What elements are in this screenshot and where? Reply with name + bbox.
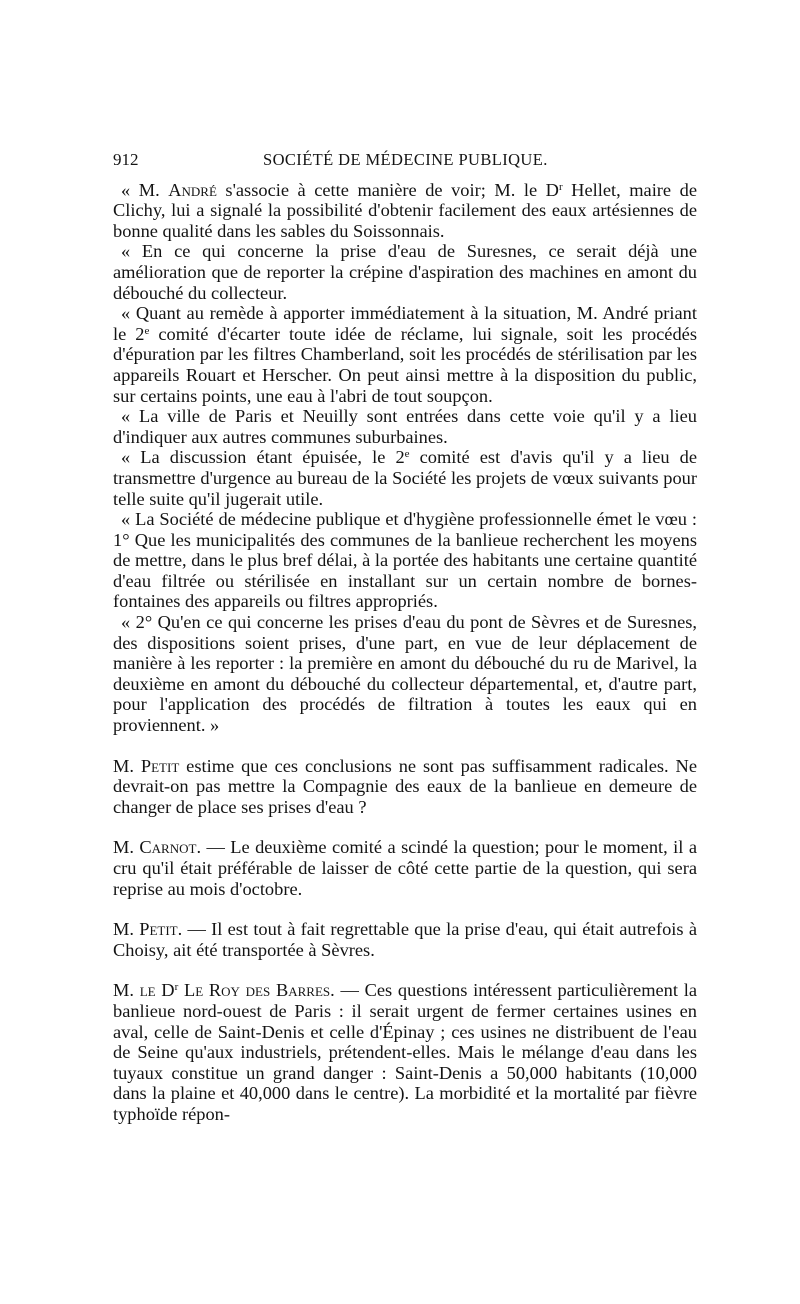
text-segment: comité est d'avis qu'il y a lieu de transmettre d'urgence au bureau de la Société les projets de vœux suivants pour telle suite qu'il jugerait utile. — [113, 447, 697, 509]
text-segment: « La ville de Paris et Neuilly sont entrées dans cette voie qu'il y a lieu d'indiquer aux autres communes suburbaines. — [113, 406, 697, 447]
superscript: e — [404, 448, 410, 461]
text-segment: « La Société de médecine publique et d'hygiène professionnelle émet le vœu : 1° Que les municipalités des communes de la banlieue recherchent les moyens de mettre, dans le plus bref délai, à la portée des habitants une certaine quantité d'eau filtrée ou stérilisée en installant sur un certain nombre de bornes-fontaines des appareils ou filtres appropriés. — [113, 509, 697, 612]
speaker-paragraph — [113, 919, 697, 960]
superscript: e — [144, 324, 150, 337]
quoted-paragraph — [113, 406, 697, 447]
running-header — [113, 150, 697, 171]
text-segment: « 2° Qu'en ce qui concerne les prises d'eau du pont de Sèvres et de Suresnes, des dispositions soient prises, d'une part, en vue de leur déplacement de manière à les reporter : la première en amont du débouché du ru de Marivel, la deuxième en amont du débouché du collecteur départemental, et, d'autre part, pour l'application des procédés de filtration à toutes les eaux qui en proviennent. » — [113, 612, 697, 736]
text-segment: comité d'écarter toute idée de réclame, lui signale, soit les procédés d'épuration par les filtres Chamberland, soit les procédés de stérilisation par les appareils Rouart et Herscher. On peut ainsi mettre à la disposition du public, sur certains points, une eau à l'abri de tout soupçon. — [113, 323, 697, 406]
text-segment: . — Il est tout à fait regrettable que la prise d'eau, qui était autrefois à Choisy, ait été transportée à Sèvres. — [113, 919, 697, 960]
speaker-name: André — [168, 179, 217, 200]
speaker-paragraph — [113, 837, 697, 899]
text-segment: M. — [113, 755, 141, 776]
body-text — [113, 180, 697, 1125]
text-segment: estime que ces conclusions ne sont pas suffisamment radicales. Ne devrait-on pas mettre la Compagnie des eaux de la banlieue en demeure de changer de place ses prises d'eau ? — [113, 755, 697, 817]
text-segment: M. — [113, 919, 140, 940]
text-segment: M. — [113, 980, 140, 1001]
page-number: 912 — [113, 150, 139, 169]
text-segment: Hellet, maire de Clichy, lui a signalé la possibilité d'obtenir facilement des eaux artésiennes de bonne qualité dans les sables du Soissonnais. — [113, 179, 697, 241]
running-title: SOCIÉTÉ DE MÉDECINE PUBLIQUE. — [263, 150, 548, 169]
quoted-paragraph — [113, 447, 697, 509]
speaker-paragraph — [113, 980, 697, 1124]
quoted-paragraph — [113, 180, 697, 242]
speaker-name: Le Roy des Barres — [184, 980, 331, 1001]
text-segment: s'associe à cette manière de voir; M. le D — [216, 179, 559, 200]
text-segment: D — [155, 980, 175, 1001]
superscript: r — [174, 981, 179, 994]
speaker-name: le — [139, 980, 156, 1001]
speaker-name: Carnot — [139, 837, 197, 858]
page — [113, 150, 697, 1125]
text-segment: « M. — [121, 179, 169, 200]
quoted-paragraph — [113, 612, 697, 736]
quoted-paragraph — [113, 303, 697, 406]
quoted-paragraph — [113, 241, 697, 303]
text-segment: « Quant au remède à apporter immédiatement à la situation, M. André priant le 2 — [113, 303, 697, 344]
speaker-name: Petit — [139, 919, 178, 940]
superscript: r — [558, 180, 563, 193]
text-segment: M. — [113, 837, 140, 858]
speaker-name: Petit — [140, 755, 180, 776]
text-segment: . — Le deuxième comité a scindé la question; pour le moment, il a cru qu'il était préférable de laisser de côté cette partie de la question, qui sera reprise au mois d'octobre. — [113, 837, 697, 899]
text-segment: . — Ces questions intéressent particulièrement la banlieue nord-ouest de Paris : il serait urgent de fermer certaines usines en aval, celle de Saint-Denis et celle d'Épinay ; ces usines ne distribuent de l'eau de Seine qu'aux industriels, prétendent-elles. Mais le mélange d'eau dans les tuyaux constitue un grand danger : Saint-Denis a 50,000 habitants (10,000 dans la plaine et 40,000 dans le centre). La morbidité et la mortalité par fièvre typhoïde répon- — [113, 980, 697, 1124]
quoted-paragraph — [113, 509, 697, 612]
speaker-paragraph — [113, 756, 697, 818]
text-segment: « La discussion étant épuisée, le 2 — [121, 447, 405, 468]
text-segment: « En ce qui concerne la prise d'eau de Suresnes, ce serait déjà une amélioration que de reporter la crépine d'aspiration des machines en amont du débouché du collecteur. — [113, 241, 697, 303]
